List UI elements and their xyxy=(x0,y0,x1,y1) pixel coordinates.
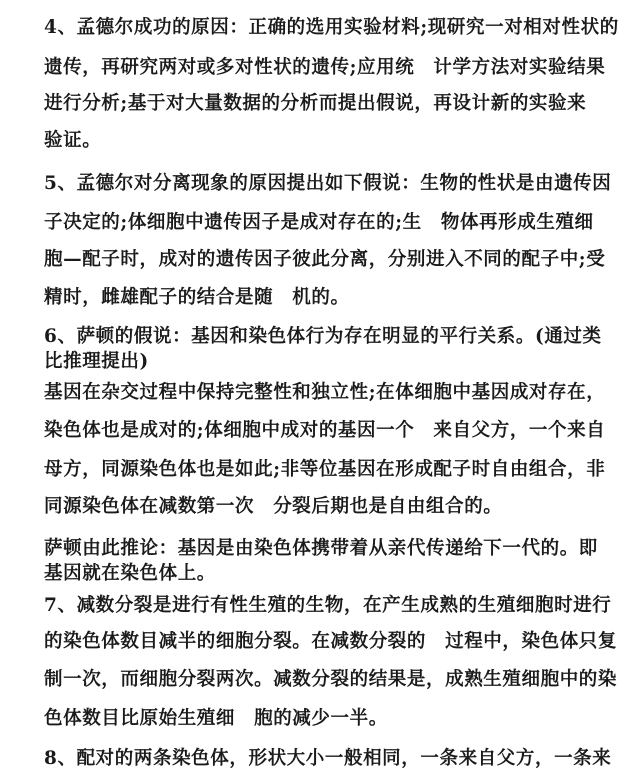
text-line: 精时，雌雄配子的结合是随 机的。 xyxy=(44,287,350,308)
text-line: 基因在杂交过程中保持完整性和独立性;在体细胞中基因成对存在， xyxy=(44,382,606,403)
text-line: 胞—配子时，成对的遗传因子彼此分离，分别进入不同的配子中;受 xyxy=(44,249,606,270)
text-line: 制一次，而细胞分裂两次。减数分裂的结果是，成熟生殖细胞中的染 xyxy=(44,669,618,690)
text-line: 萨顿由此推论：基因是由染色体携带着从亲代传递给下一代的。即 xyxy=(44,538,598,559)
text-line: 8、配对的两条染色体，形状大小一般相同，一条来自父方，一条来 xyxy=(44,748,612,769)
text-line: 5、孟德尔对分离现象的原因提出如下假说：生物的性状是由遗传因 xyxy=(44,173,612,194)
text-line: 6、萨顿的假说：基因和染色体行为存在明显的平行关系。(通过类 xyxy=(44,326,602,347)
text-line: 染色体也是成对的;体细胞中成对的基因一个 来自父方，一个来自 xyxy=(44,420,606,441)
text-line: 基因就在染色体上。 xyxy=(44,563,216,584)
text-line: 色体数目比原始生殖细 胞的减少一半。 xyxy=(44,708,388,729)
text-line: 7、减数分裂是进行有性生殖的生物，在产生成熟的生殖细胞时进行 xyxy=(44,595,612,616)
text-line: 子决定的;体细胞中遗传因子是成对存在的;生 物体再形成生殖细 xyxy=(44,212,594,233)
text-line: 比推理提出) xyxy=(44,351,149,372)
text-line: 进行分析;基于对大量数据的分析而提出假说，再设计新的实验来 xyxy=(44,93,587,114)
text-line: 遗传，再研究两对或多对性状的遗传;应用统 计学方法对实验结果 xyxy=(44,57,606,78)
text-line: 母方，同源染色体也是如此;非等位基因在形成配子时自由组合，非 xyxy=(44,459,606,480)
text-line: 同源染色体在减数第一次 分裂后期也是自由组合的。 xyxy=(44,496,503,517)
text-line: 的染色体数目减半的细胞分裂。在减数分裂的 过程中，染色体只复 xyxy=(44,631,618,652)
text-line: 验证。 xyxy=(44,130,102,151)
text-line: 4、孟德尔成功的原因：正确的选用实验材料;现研究一对相对性状的 xyxy=(44,17,619,38)
